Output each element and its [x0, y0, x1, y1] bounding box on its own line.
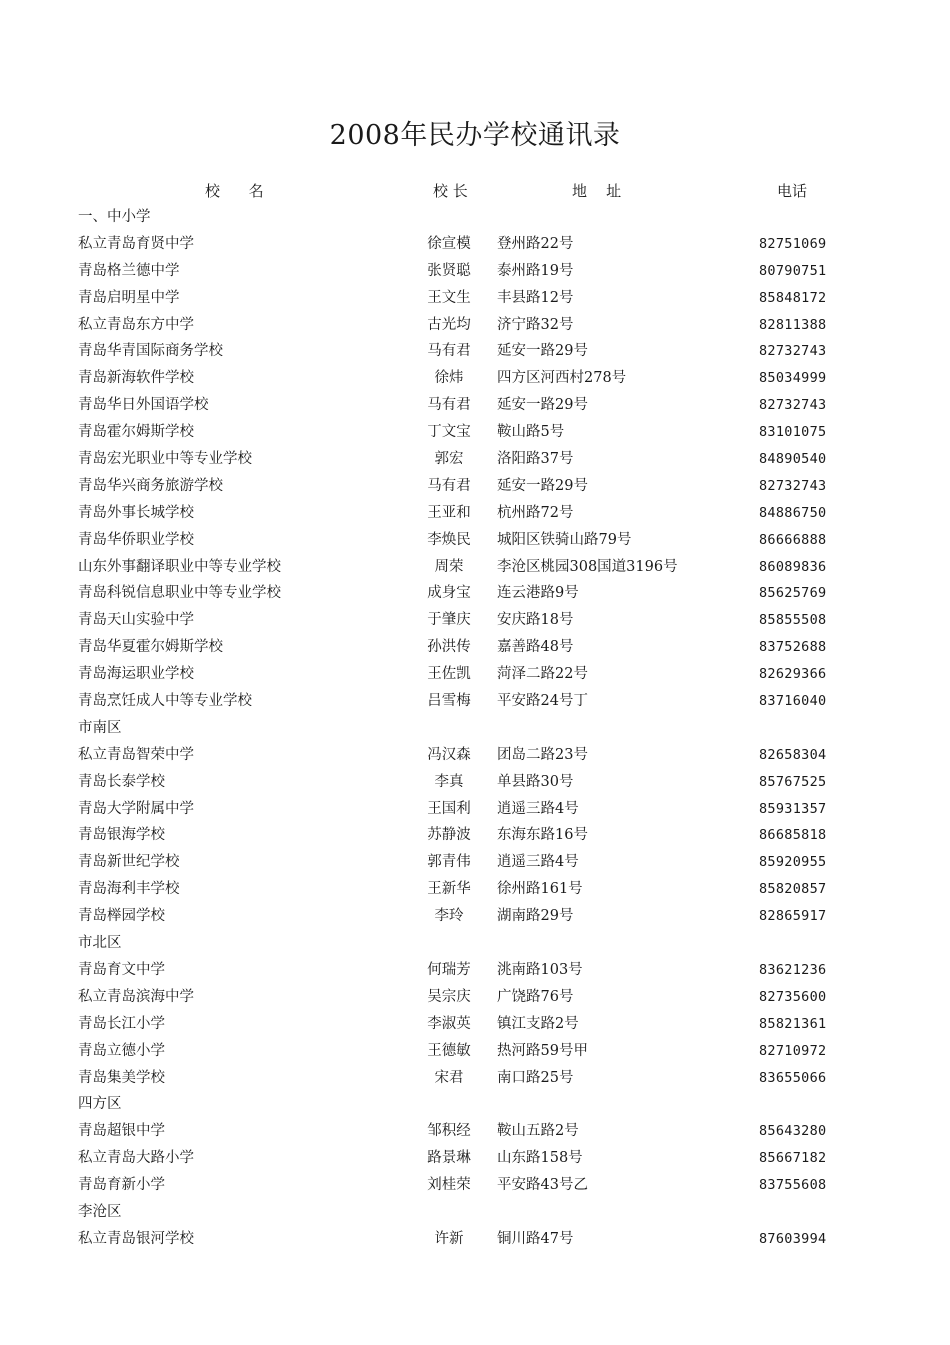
phone-cell: 83101075 [759, 424, 827, 441]
school-name-cell: 青岛长泰学校 [78, 773, 165, 790]
address-cell: 四方区河西村278号 [497, 370, 627, 387]
phone-cell: 85820857 [759, 881, 827, 898]
phone-cell: 83655066 [759, 1069, 827, 1086]
principal-cell: 马有君 [427, 477, 471, 494]
school-name-cell: 青岛格兰德中学 [78, 262, 180, 279]
phone-cell: 83755608 [759, 1177, 827, 1194]
school-name-cell: 青岛银海学校 [78, 827, 165, 844]
section-row [0, 1199, 950, 1226]
address-cell: 平安路43号乙 [497, 1177, 588, 1194]
address-cell: 鞍山路5号 [497, 424, 565, 441]
principal-cell: 王亚和 [427, 504, 471, 521]
table-row [0, 957, 950, 984]
phone-cell: 85625769 [759, 585, 827, 602]
section-label: 市北区 [78, 935, 122, 952]
phone-cell: 82629366 [759, 666, 827, 683]
address-cell: 逍遥三路4号 [497, 800, 579, 817]
address-cell: 延安一路29号 [497, 343, 588, 360]
address-cell: 延安一路29号 [497, 397, 588, 414]
table-row [0, 500, 950, 527]
address-cell: 热河路59号甲 [497, 1042, 588, 1059]
principal-cell: 成身宝 [427, 585, 471, 602]
directory-table [0, 204, 950, 1253]
phone-cell: 85767525 [759, 773, 827, 790]
address-cell: 南口路25号 [497, 1069, 574, 1086]
address-cell: 逍遥三路4号 [497, 854, 579, 871]
school-name-cell: 山东外事翻译职业中等专业学校 [78, 558, 281, 575]
phone-cell: 83716040 [759, 693, 827, 710]
table-row [0, 392, 950, 419]
table-row [0, 365, 950, 392]
principal-cell: 郭青伟 [427, 854, 471, 871]
phone-cell: 85667182 [759, 1150, 827, 1167]
table-row [0, 1226, 950, 1253]
table-row [0, 231, 950, 258]
address-cell: 延安一路29号 [497, 477, 588, 494]
principal-cell: 张贤聪 [427, 262, 471, 279]
address-cell: 安庆路18号 [497, 612, 574, 629]
table-row [0, 849, 950, 876]
address-cell: 洮南路103号 [497, 961, 583, 978]
principal-cell: 宋君 [434, 1069, 464, 1086]
address-cell: 单县路30号 [497, 773, 574, 790]
phone-cell: 85855508 [759, 612, 827, 629]
table-row [0, 285, 950, 312]
table-row [0, 607, 950, 634]
table-row [0, 1065, 950, 1092]
principal-cell: 王国利 [427, 800, 471, 817]
table-row [0, 419, 950, 446]
principal-cell: 丁文宝 [427, 424, 471, 441]
school-name-cell: 青岛启明星中学 [78, 289, 180, 306]
school-name-cell: 私立青岛滨海中学 [78, 988, 194, 1005]
school-name-cell: 青岛华兴商务旅游学校 [78, 477, 223, 494]
address-cell: 嘉善路48号 [497, 639, 574, 656]
school-name-cell: 青岛育文中学 [78, 961, 165, 978]
principal-cell: 苏静波 [427, 827, 471, 844]
table-row [0, 634, 950, 661]
table-row [0, 1172, 950, 1199]
school-name-cell: 青岛榉园学校 [78, 908, 165, 925]
principal-cell: 邹积经 [427, 1123, 471, 1140]
address-cell: 丰县路12号 [497, 289, 574, 306]
phone-cell: 87603994 [759, 1230, 827, 1247]
principal-cell: 徐宣模 [427, 235, 471, 252]
header-phone: 电话 [777, 182, 808, 200]
school-name-cell: 青岛天山实验中学 [78, 612, 194, 629]
header-school-name: 校 名 [205, 182, 264, 200]
school-name-cell: 青岛新世纪学校 [78, 854, 180, 871]
table-row [0, 742, 950, 769]
address-cell: 东海东路16号 [497, 827, 588, 844]
principal-cell: 冯汉森 [427, 746, 471, 763]
phone-cell: 86089836 [759, 558, 827, 575]
table-row [0, 312, 950, 339]
principal-cell: 王德敏 [427, 1042, 471, 1059]
phone-cell: 85643280 [759, 1123, 827, 1140]
table-row [0, 984, 950, 1011]
phone-cell: 82811388 [759, 316, 827, 333]
principal-cell: 王文生 [427, 289, 471, 306]
school-name-cell: 青岛烹饪成人中等专业学校 [78, 693, 252, 710]
phone-cell: 82732743 [759, 397, 827, 414]
address-cell: 平安路24号丁 [497, 693, 588, 710]
principal-cell: 马有君 [427, 397, 471, 414]
table-row [0, 688, 950, 715]
address-cell: 山东路158号 [497, 1150, 583, 1167]
school-name-cell: 青岛育新小学 [78, 1177, 165, 1194]
address-cell: 洛阳路37号 [497, 451, 574, 468]
address-cell: 镇江支路2号 [497, 1015, 579, 1032]
principal-cell: 郭宏 [434, 451, 464, 468]
phone-cell: 82865917 [759, 908, 827, 925]
table-row [0, 1118, 950, 1145]
table-row [0, 338, 950, 365]
principal-cell: 李玲 [434, 908, 464, 925]
school-name-cell: 青岛霍尔姆斯学校 [78, 424, 194, 441]
table-row [0, 796, 950, 823]
school-name-cell: 青岛海运职业学校 [78, 666, 194, 683]
principal-cell: 路景琳 [427, 1150, 471, 1167]
school-name-cell: 私立青岛银河学校 [78, 1230, 194, 1247]
table-row [0, 580, 950, 607]
section-label: 一、中小学 [78, 209, 151, 225]
principal-cell: 王佐凯 [427, 666, 471, 683]
section-row [0, 715, 950, 742]
address-cell: 团岛二路23号 [497, 746, 588, 763]
table-row [0, 258, 950, 285]
address-cell: 济宁路32号 [497, 316, 574, 333]
table-row [0, 876, 950, 903]
principal-cell: 许新 [434, 1230, 464, 1247]
section-label: 李沧区 [78, 1203, 122, 1220]
phone-cell: 85848172 [759, 289, 827, 306]
school-name-cell: 青岛长江小学 [78, 1015, 165, 1032]
phone-cell: 86685818 [759, 827, 827, 844]
address-cell: 菏泽二路22号 [497, 666, 588, 683]
phone-cell: 80790751 [759, 262, 827, 279]
phone-cell: 85034999 [759, 370, 827, 387]
table-row [0, 446, 950, 473]
address-cell: 李沧区桃园308国道3196号 [497, 558, 678, 575]
section-row [0, 1091, 950, 1118]
school-name-cell: 青岛华日外国语学校 [78, 397, 209, 414]
address-cell: 城阳区铁骑山路79号 [497, 531, 632, 548]
principal-cell: 于肇庆 [427, 612, 471, 629]
table-row [0, 473, 950, 500]
phone-cell: 82658304 [759, 746, 827, 763]
principal-cell: 刘桂荣 [427, 1177, 471, 1194]
phone-cell: 85920955 [759, 854, 827, 871]
header-address: 地 址 [572, 182, 622, 200]
table-row [0, 1038, 950, 1065]
principal-cell: 李淑英 [427, 1015, 471, 1032]
table-row [0, 527, 950, 554]
principal-cell: 徐炜 [434, 370, 464, 387]
school-name-cell: 青岛华夏霍尔姆斯学校 [78, 639, 223, 656]
principal-cell: 马有君 [427, 343, 471, 360]
address-cell: 广饶路76号 [497, 988, 574, 1005]
header-principal: 校 长 [433, 182, 468, 200]
principal-cell: 李焕民 [427, 531, 471, 548]
address-cell: 连云港路9号 [497, 585, 579, 602]
principal-cell: 李真 [434, 773, 464, 790]
phone-cell: 82735600 [759, 988, 827, 1005]
phone-cell: 82732743 [759, 343, 827, 360]
school-name-cell: 青岛外事长城学校 [78, 504, 194, 521]
table-header [0, 178, 950, 205]
phone-cell: 86666888 [759, 531, 827, 548]
phone-cell: 83621236 [759, 961, 827, 978]
school-name-cell: 青岛大学附属中学 [78, 800, 194, 817]
school-name-cell: 青岛立德小学 [78, 1042, 165, 1059]
school-name-cell: 青岛集美学校 [78, 1069, 165, 1086]
phone-cell: 85821361 [759, 1015, 827, 1032]
principal-cell: 孙洪传 [427, 639, 471, 656]
school-name-cell: 私立青岛智荣中学 [78, 746, 194, 763]
address-cell: 杭州路72号 [497, 504, 574, 521]
phone-cell: 84886750 [759, 504, 827, 521]
school-name-cell: 青岛华侨职业学校 [78, 531, 194, 548]
principal-cell: 何瑞芳 [427, 961, 471, 978]
phone-cell: 82732743 [759, 477, 827, 494]
principal-cell: 古光均 [427, 316, 471, 333]
table-row [0, 903, 950, 930]
table-row [0, 661, 950, 688]
address-cell: 鞍山五路2号 [497, 1123, 579, 1140]
principal-cell: 周荣 [434, 558, 464, 575]
school-name-cell: 青岛宏光职业中等专业学校 [78, 451, 252, 468]
school-name-cell: 青岛新海软件学校 [78, 370, 194, 387]
address-cell: 铜川路47号 [497, 1230, 574, 1247]
phone-cell: 84890540 [759, 451, 827, 468]
table-row [0, 822, 950, 849]
principal-cell: 吕雪梅 [427, 693, 471, 710]
section-label: 四方区 [78, 1096, 122, 1113]
school-name-cell: 青岛科锐信息职业中等专业学校 [78, 585, 281, 602]
table-row [0, 1011, 950, 1038]
school-name-cell: 青岛海利丰学校 [78, 881, 180, 898]
principal-cell: 王新华 [427, 881, 471, 898]
section-label: 市南区 [78, 719, 122, 736]
school-name-cell: 私立青岛东方中学 [78, 316, 194, 333]
address-cell: 徐州路161号 [497, 881, 583, 898]
phone-cell: 83752688 [759, 639, 827, 656]
address-cell: 泰州路19号 [497, 262, 574, 279]
address-cell: 湖南路29号 [497, 908, 574, 925]
school-name-cell: 私立青岛大路小学 [78, 1150, 194, 1167]
section-row [0, 204, 950, 231]
table-row [0, 554, 950, 581]
principal-cell: 吴宗庆 [427, 988, 471, 1005]
phone-cell: 82710972 [759, 1042, 827, 1059]
phone-cell: 82751069 [759, 235, 827, 252]
address-cell: 登州路22号 [497, 235, 574, 252]
phone-cell: 85931357 [759, 800, 827, 817]
school-name-cell: 青岛华青国际商务学校 [78, 343, 223, 360]
page-title: 2008年民办学校通讯录 [329, 120, 621, 151]
section-row [0, 930, 950, 957]
school-name-cell: 私立青岛育贤中学 [78, 235, 194, 252]
school-name-cell: 青岛超银中学 [78, 1123, 165, 1140]
table-row [0, 769, 950, 796]
table-row [0, 1145, 950, 1172]
